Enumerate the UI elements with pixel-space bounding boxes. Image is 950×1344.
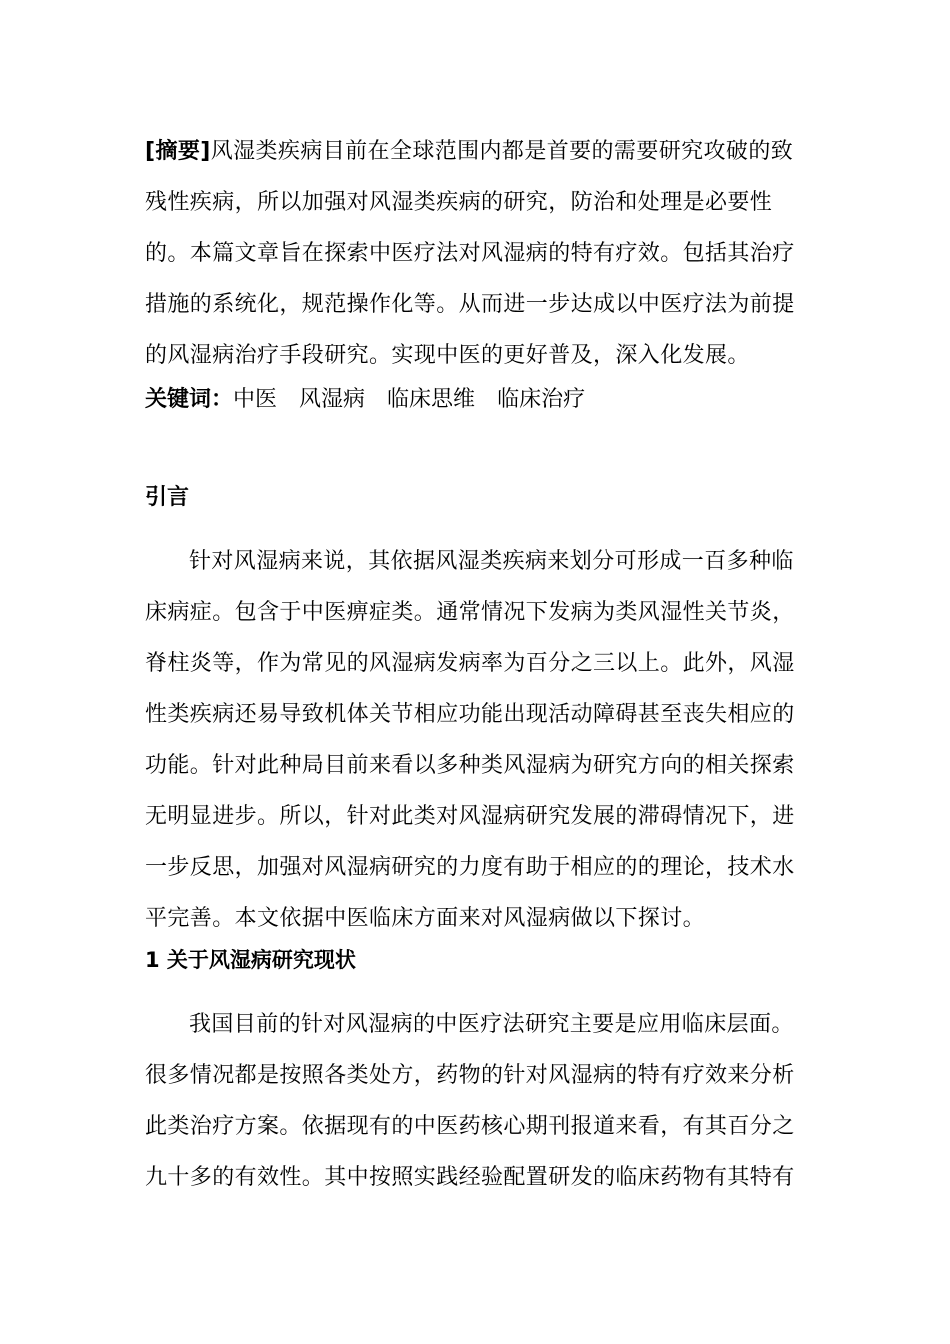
keyword-item: 临床思维 xyxy=(387,387,476,412)
abstract-label: [摘要] xyxy=(145,139,211,164)
keywords xyxy=(145,380,607,420)
abstract xyxy=(145,126,815,381)
keyword-item: 风湿病 xyxy=(299,387,366,412)
section-1-paragraph: 我国目前的针对风湿病的中医疗法研究主要是应用临床层面。很多情况都是按照各类处方，药物的针对风湿病的特有疗效来分析此类治疗方案。依据现有的中医药核心期刊报道来看，有其百分之九十多的有效性。其中按照实践经验配置研发的临床药物有其特有 xyxy=(145,1012,795,1190)
introduction-heading: 引言 xyxy=(145,485,190,510)
introduction-paragraph: 针对风湿病来说，其依据风湿类疾病来划分可形成一百多种临床病症。包含于中医痹症类。通常情况下发病为类风湿性关节炎，脊柱炎等，作为常见的风湿病发病率为百分之三以上。此外，风湿性类疾病还易导致机体关节相应功能出现活动障碍甚至丧失相应的功能。针对此种局目前来看以多种类风湿病为研究方向的相关探索无明显进步。所以，针对此类对风湿病研究发展的滞碍情况下，进一步反思，加强对风湿病研究的力度有助于相应的的理论，技术水平完善。本文依据中医临床方面来对风湿病做以下探讨。 xyxy=(145,549,795,931)
keywords-label: 关键词： xyxy=(145,387,234,412)
abstract-text: 风湿类疾病目前在全球范围内都是首要的需要研究攻破的致残性疾病，所以加强对风湿类疾病的研究，防治和处理是必要性的。本篇文章旨在探索中医疗法对风湿病的特有疗效。包括其治疗措施的系统化，规范操作化等。从而进一步达成以中医疗法为前提的风湿病治疗手段研究。实现中医的更好普及，深入化发展。 xyxy=(145,139,795,368)
keyword-item: 临床治疗 xyxy=(497,387,586,412)
section-1-heading: 1 关于风湿病研究现状 xyxy=(145,948,356,972)
keyword-item: 中医 xyxy=(233,387,278,412)
